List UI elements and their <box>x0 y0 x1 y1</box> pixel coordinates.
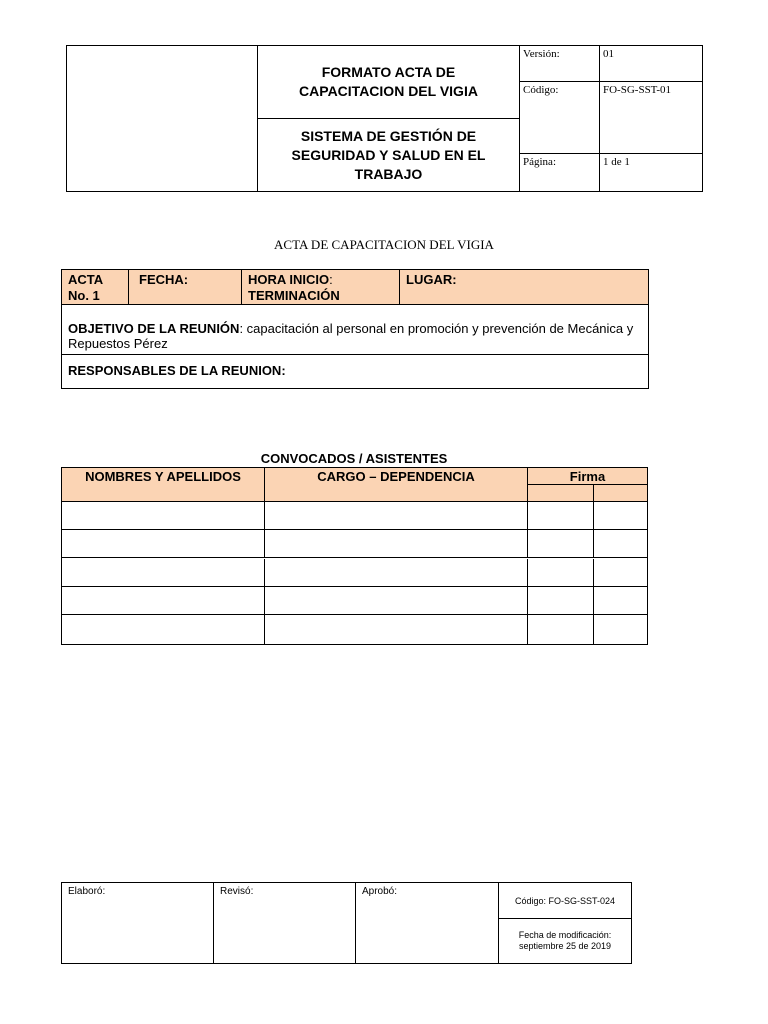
column-header-nombres: NOMBRES Y APELLIDOS <box>62 468 265 502</box>
cargo-cell[interactable] <box>265 559 528 586</box>
acta-label: ACTA <box>68 272 104 287</box>
acta-number-cell <box>62 270 129 305</box>
modification-date-value: septiembre 25 de 2019 <box>518 941 612 951</box>
system-title: SISTEMA DE GESTIÓN DE SEGURIDAD Y SALUD EN EL TRABAJO <box>258 119 520 191</box>
cargo-cell[interactable] <box>265 615 528 644</box>
hora-inicio-colon: : <box>329 272 333 287</box>
version-value: 01 <box>600 46 702 82</box>
column-header-firma: Firma <box>528 468 647 485</box>
firma-cell-a[interactable] <box>528 530 594 557</box>
responsables-label: RESPONSABLES DE LA REUNION: <box>68 363 286 378</box>
nombre-cell[interactable] <box>62 502 265 529</box>
table-row <box>62 615 647 644</box>
document-header-table <box>66 45 703 192</box>
modification-date-cell <box>499 919 631 963</box>
firma-cell-b[interactable] <box>594 530 647 557</box>
format-title: FORMATO ACTA DE CAPACITACION DEL VIGIA <box>258 46 520 119</box>
firma-cell-b[interactable] <box>594 587 647 614</box>
acta-table <box>61 269 649 389</box>
document-title: ACTA DE CAPACITACION DEL VIGIA <box>274 237 494 252</box>
firma-cell-b[interactable] <box>594 502 647 529</box>
aprobo-cell[interactable] <box>356 883 499 963</box>
page-label: Página: <box>520 154 600 191</box>
firma-cell-a[interactable] <box>528 502 594 529</box>
code-value: FO-SG-SST-01 <box>600 82 702 154</box>
column-header-cargo: CARGO – DEPENDENCIA <box>265 468 528 502</box>
fecha-cell[interactable] <box>129 270 242 305</box>
objetivo-label: OBJETIVO DE LA REUNIÓN <box>68 321 240 336</box>
table-row <box>62 559 647 587</box>
cargo-cell[interactable] <box>265 530 528 557</box>
acta-number: No. 1 <box>68 288 100 303</box>
firma-cell-b[interactable] <box>594 615 647 644</box>
nombre-cell[interactable] <box>62 615 265 644</box>
code-label: Código: <box>520 82 600 154</box>
elaboro-cell[interactable] <box>62 883 214 963</box>
firma-subheader-a <box>528 485 594 502</box>
approval-footer-table <box>61 882 632 964</box>
version-label: Versión: <box>520 46 600 82</box>
responsables-cell[interactable] <box>62 355 648 388</box>
reviso-label: Revisó: <box>220 886 254 897</box>
firma-cell-a[interactable] <box>528 615 594 644</box>
nombre-cell[interactable] <box>62 559 265 586</box>
attendees-table <box>61 467 648 645</box>
reviso-cell[interactable] <box>214 883 356 963</box>
terminacion-label: TERMINACIÓN <box>248 288 340 303</box>
objetivo-cell <box>62 305 648 355</box>
lugar-label: LUGAR: <box>406 272 457 287</box>
table-row <box>62 530 647 558</box>
lugar-cell[interactable] <box>400 270 648 305</box>
firma-cell-a[interactable] <box>528 587 594 614</box>
nombre-cell[interactable] <box>62 587 265 614</box>
nombre-cell[interactable] <box>62 530 265 557</box>
hora-inicio-label: HORA INICIO <box>248 272 330 287</box>
firma-cell-a[interactable] <box>528 559 594 586</box>
footer-code: Código: FO-SG-SST-024 <box>499 883 631 919</box>
attendee-rows <box>62 502 647 644</box>
objetivo-text: : capacitación al personal en promoción y prevención de Mecánica y Repuestos Pérez <box>68 321 634 351</box>
table-row <box>62 502 647 530</box>
page-value: 1 de 1 <box>603 156 630 168</box>
aprobo-label: Aprobó: <box>362 886 398 897</box>
fecha-label: FECHA: <box>139 272 189 287</box>
elaboro-label: Elaboró: <box>68 886 106 897</box>
logo-cell <box>67 46 258 191</box>
attendees-title: CONVOCADOS / ASISTENTES <box>260 451 448 466</box>
cargo-cell[interactable] <box>265 502 528 529</box>
cargo-cell[interactable] <box>265 587 528 614</box>
firma-cell-b[interactable] <box>594 559 647 586</box>
firma-subheader-b <box>594 485 647 502</box>
hora-cell[interactable] <box>242 270 400 305</box>
modification-date-label: Fecha de modificación: <box>518 930 612 940</box>
table-row <box>62 587 647 615</box>
